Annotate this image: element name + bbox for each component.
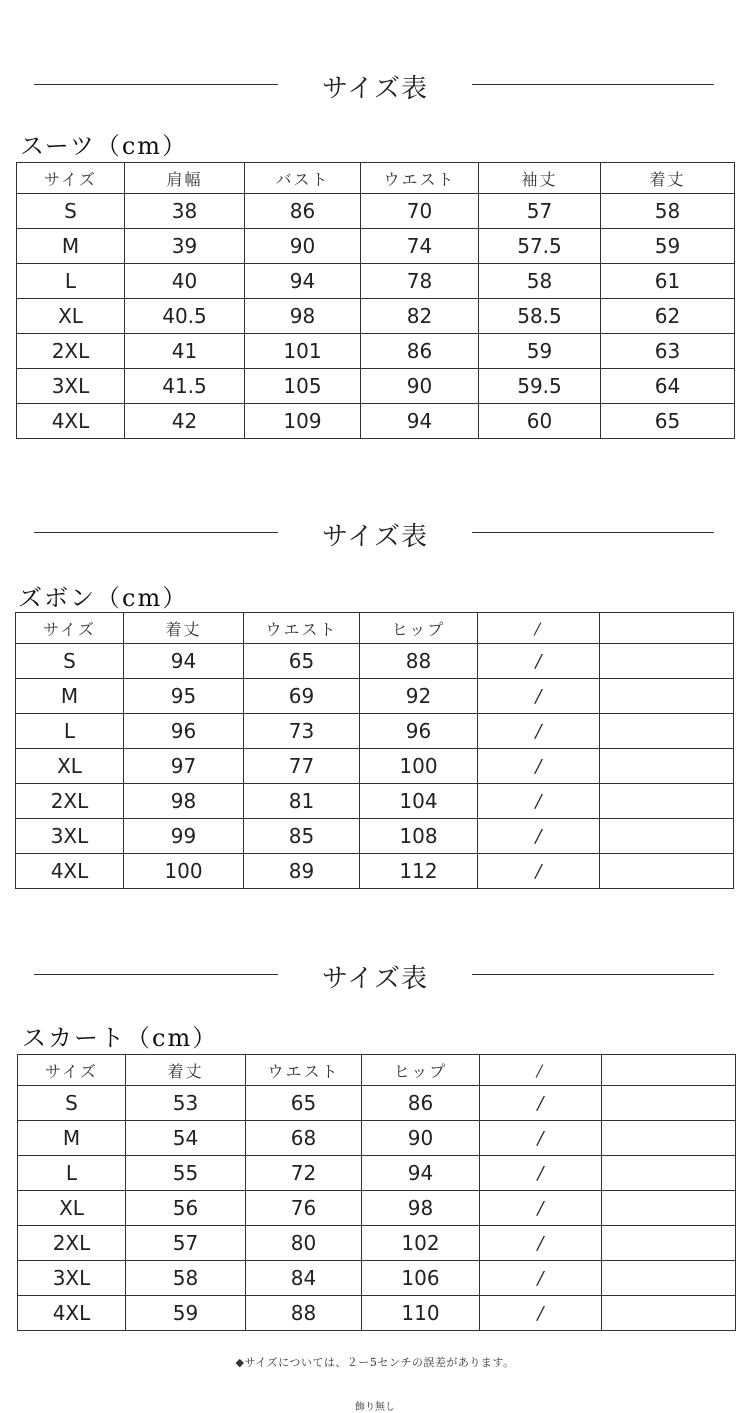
measurement-cell: 94: [361, 404, 479, 439]
measurement-cell: 96: [124, 714, 244, 749]
size-label-cell: S: [18, 1086, 126, 1121]
section-heading-pants: [0, 512, 750, 552]
measurement-cell: 98: [362, 1191, 480, 1226]
divider-line: [34, 532, 278, 533]
size-label-cell: S: [17, 194, 125, 229]
header-cell: ウエスト: [244, 613, 360, 644]
table-row: [16, 644, 734, 679]
header-cell: 袖丈: [479, 163, 601, 194]
measurement-cell: /: [478, 714, 600, 749]
table-row: [18, 1296, 736, 1331]
size-table-pants: [15, 612, 734, 889]
table-header-row: [16, 613, 734, 644]
heading-text: サイズ表: [322, 74, 428, 104]
header-cell: /: [480, 1055, 602, 1086]
table-row: [18, 1191, 736, 1226]
header-cell: ウエスト: [361, 163, 479, 194]
size-label-cell: M: [16, 679, 124, 714]
size-label-cell: L: [18, 1156, 126, 1191]
table-title-pants: ズボン（cm）: [18, 584, 189, 612]
footer-text: 飾り無し: [355, 1402, 395, 1413]
header-cell: サイズ: [18, 1055, 126, 1086]
divider-line: [34, 974, 278, 975]
header-cell: 着丈: [124, 613, 244, 644]
size-table-suit: [16, 162, 735, 439]
measurement-cell: 68: [246, 1121, 362, 1156]
measurement-cell: 100: [360, 749, 478, 784]
measurement-cell: 59.5: [479, 369, 601, 404]
measurement-cell: [602, 1086, 736, 1121]
measurement-cell: /: [478, 784, 600, 819]
measurement-cell: [600, 854, 734, 889]
measurement-cell: 106: [362, 1261, 480, 1296]
measurement-cell: /: [480, 1191, 602, 1226]
table-row: [18, 1156, 736, 1191]
measurement-cell: 98: [245, 299, 361, 334]
table-row: [17, 229, 735, 264]
header-cell: 着丈: [601, 163, 735, 194]
measurement-cell: 81: [244, 784, 360, 819]
measurement-cell: 102: [362, 1226, 480, 1261]
measurement-cell: /: [478, 644, 600, 679]
size-label-cell: 3XL: [16, 819, 124, 854]
size-label-cell: 4XL: [16, 854, 124, 889]
heading-text: サイズ表: [322, 964, 428, 994]
measurement-cell: 86: [361, 334, 479, 369]
measurement-cell: 64: [601, 369, 735, 404]
measurement-cell: 94: [362, 1156, 480, 1191]
measurement-cell: 89: [244, 854, 360, 889]
size-label-cell: L: [17, 264, 125, 299]
measurement-cell: 39: [125, 229, 245, 264]
table-row: [17, 194, 735, 229]
measurement-cell: 76: [246, 1191, 362, 1226]
measurement-cell: [602, 1296, 736, 1331]
measurement-cell: 61: [601, 264, 735, 299]
measurement-cell: /: [478, 679, 600, 714]
measurement-cell: 62: [601, 299, 735, 334]
measurement-cell: /: [478, 854, 600, 889]
measurement-cell: 54: [126, 1121, 246, 1156]
measurement-cell: /: [478, 749, 600, 784]
size-label-cell: 3XL: [18, 1261, 126, 1296]
measurement-cell: 41: [125, 334, 245, 369]
table-row: [16, 784, 734, 819]
measurement-cell: 90: [362, 1121, 480, 1156]
size-note: ◆サイズについては、２ー5センチの誤差があります。: [235, 1356, 515, 1369]
measurement-cell: 57: [126, 1226, 246, 1261]
size-label-cell: XL: [16, 749, 124, 784]
table-row: [17, 334, 735, 369]
table-row: [18, 1086, 736, 1121]
measurement-cell: 65: [246, 1086, 362, 1121]
table-row: [17, 299, 735, 334]
measurement-cell: 55: [126, 1156, 246, 1191]
measurement-cell: 40.5: [125, 299, 245, 334]
size-label-cell: 2XL: [18, 1226, 126, 1261]
size-label-cell: L: [16, 714, 124, 749]
measurement-cell: 65: [601, 404, 735, 439]
measurement-cell: 99: [124, 819, 244, 854]
measurement-cell: 90: [245, 229, 361, 264]
measurement-cell: 92: [360, 679, 478, 714]
measurement-cell: 58: [479, 264, 601, 299]
measurement-cell: 63: [601, 334, 735, 369]
measurement-cell: /: [480, 1296, 602, 1331]
heading-text: サイズ表: [322, 522, 428, 552]
measurement-cell: 110: [362, 1296, 480, 1331]
measurement-cell: /: [480, 1156, 602, 1191]
table-header-row: [18, 1055, 736, 1086]
measurement-cell: 59: [126, 1296, 246, 1331]
measurement-cell: /: [480, 1261, 602, 1296]
measurement-cell: [600, 679, 734, 714]
measurement-cell: 70: [361, 194, 479, 229]
size-label-cell: XL: [18, 1191, 126, 1226]
measurement-cell: /: [478, 819, 600, 854]
size-label-cell: 2XL: [17, 334, 125, 369]
measurement-cell: [602, 1156, 736, 1191]
header-cell: サイズ: [16, 613, 124, 644]
measurement-cell: [602, 1261, 736, 1296]
size-table-skirt: [17, 1054, 736, 1331]
divider-line: [34, 84, 278, 85]
measurement-cell: 88: [246, 1296, 362, 1331]
measurement-cell: 94: [124, 644, 244, 679]
measurement-cell: 57: [479, 194, 601, 229]
table-row: [18, 1261, 736, 1296]
measurement-cell: 82: [361, 299, 479, 334]
header-cell: 肩幅: [125, 163, 245, 194]
measurement-cell: 84: [246, 1261, 362, 1296]
measurement-cell: 108: [360, 819, 478, 854]
table-row: [17, 264, 735, 299]
measurement-cell: 38: [125, 194, 245, 229]
measurement-cell: 105: [245, 369, 361, 404]
measurement-cell: [602, 1121, 736, 1156]
measurement-cell: [600, 819, 734, 854]
table-header-row: [17, 163, 735, 194]
measurement-cell: 86: [245, 194, 361, 229]
header-cell: [600, 613, 734, 644]
header-cell: ヒップ: [362, 1055, 480, 1086]
size-label-cell: 2XL: [16, 784, 124, 819]
measurement-cell: 86: [362, 1086, 480, 1121]
measurement-cell: [602, 1226, 736, 1261]
divider-line: [472, 532, 714, 533]
section-heading-suit: [0, 64, 750, 104]
measurement-cell: 97: [124, 749, 244, 784]
measurement-cell: 59: [479, 334, 601, 369]
measurement-cell: 69: [244, 679, 360, 714]
header-cell: ヒップ: [360, 613, 478, 644]
size-label-cell: 4XL: [18, 1296, 126, 1331]
measurement-cell: 100: [124, 854, 244, 889]
measurement-cell: 104: [360, 784, 478, 819]
measurement-cell: /: [480, 1121, 602, 1156]
measurement-cell: 56: [126, 1191, 246, 1226]
measurement-cell: 53: [126, 1086, 246, 1121]
measurement-cell: 73: [244, 714, 360, 749]
table-title-suit: スーツ（cm）: [20, 132, 189, 160]
measurement-cell: [602, 1191, 736, 1226]
measurement-cell: 72: [246, 1156, 362, 1191]
section-heading-skirt: [0, 954, 750, 994]
table-row: [16, 749, 734, 784]
measurement-cell: [600, 714, 734, 749]
table-title-skirt: スカート（cm）: [22, 1024, 219, 1052]
size-label-cell: S: [16, 644, 124, 679]
table-row: [18, 1226, 736, 1261]
measurement-cell: 58.5: [479, 299, 601, 334]
table-row: [16, 679, 734, 714]
measurement-cell: 112: [360, 854, 478, 889]
measurement-cell: [600, 784, 734, 819]
measurement-cell: 80: [246, 1226, 362, 1261]
measurement-cell: 90: [361, 369, 479, 404]
size-label-cell: M: [17, 229, 125, 264]
table-row: [16, 854, 734, 889]
measurement-cell: 58: [601, 194, 735, 229]
table-row: [16, 714, 734, 749]
measurement-cell: /: [480, 1086, 602, 1121]
measurement-cell: [600, 644, 734, 679]
measurement-cell: 59: [601, 229, 735, 264]
measurement-cell: [600, 749, 734, 784]
header-cell: [602, 1055, 736, 1086]
measurement-cell: 96: [360, 714, 478, 749]
measurement-cell: 101: [245, 334, 361, 369]
measurement-cell: 74: [361, 229, 479, 264]
measurement-cell: 85: [244, 819, 360, 854]
measurement-cell: 88: [360, 644, 478, 679]
header-cell: /: [478, 613, 600, 644]
measurement-cell: 77: [244, 749, 360, 784]
measurement-cell: 98: [124, 784, 244, 819]
measurement-cell: 58: [126, 1261, 246, 1296]
table-row: [16, 819, 734, 854]
measurement-cell: 41.5: [125, 369, 245, 404]
measurement-cell: 78: [361, 264, 479, 299]
table-row: [17, 404, 735, 439]
header-cell: サイズ: [17, 163, 125, 194]
size-label-cell: 3XL: [17, 369, 125, 404]
measurement-cell: 94: [245, 264, 361, 299]
size-label-cell: XL: [17, 299, 125, 334]
size-label-cell: 4XL: [17, 404, 125, 439]
header-cell: ウエスト: [246, 1055, 362, 1086]
table-row: [17, 369, 735, 404]
header-cell: 着丈: [126, 1055, 246, 1086]
measurement-cell: 65: [244, 644, 360, 679]
measurement-cell: /: [480, 1226, 602, 1261]
measurement-cell: 57.5: [479, 229, 601, 264]
measurement-cell: 42: [125, 404, 245, 439]
header-cell: バスト: [245, 163, 361, 194]
size-label-cell: M: [18, 1121, 126, 1156]
table-row: [18, 1121, 736, 1156]
measurement-cell: 109: [245, 404, 361, 439]
measurement-cell: 60: [479, 404, 601, 439]
measurement-cell: 95: [124, 679, 244, 714]
divider-line: [472, 974, 714, 975]
divider-line: [472, 84, 714, 85]
measurement-cell: 40: [125, 264, 245, 299]
